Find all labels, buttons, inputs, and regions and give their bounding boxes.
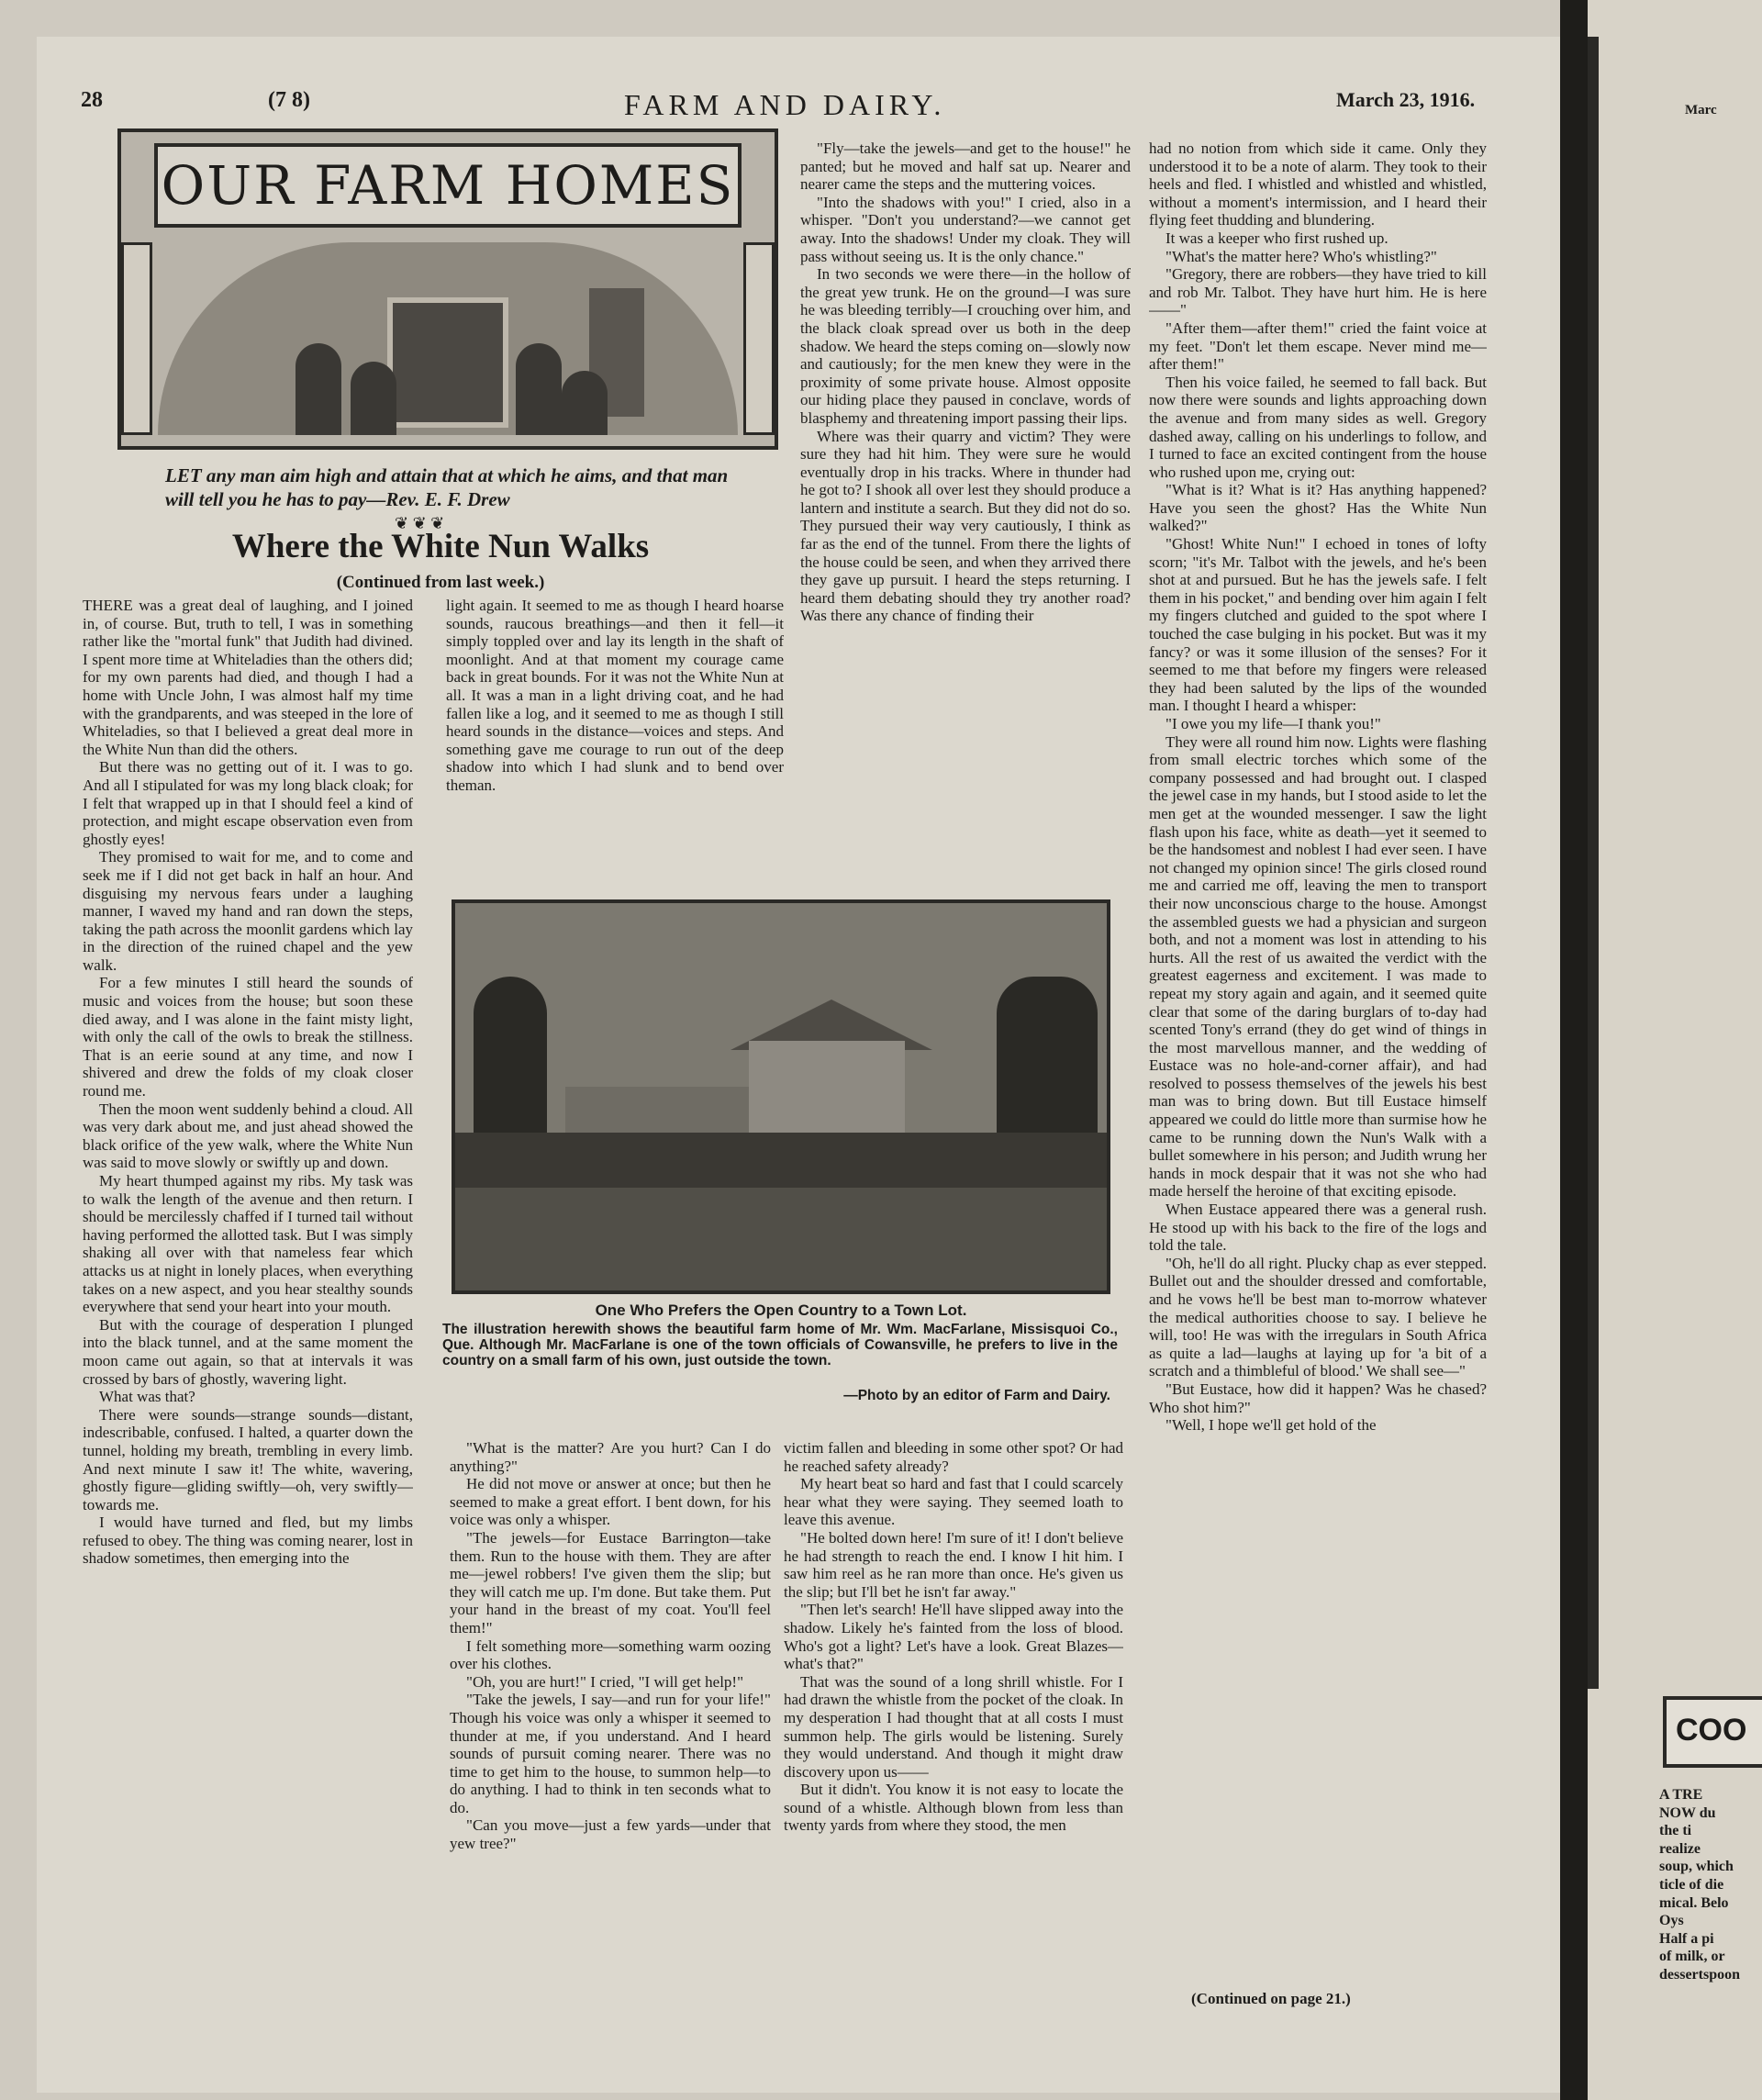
story-column-3 bbox=[800, 140, 1131, 874]
paragraph: "Then let's search! He'll have slipped away into the shadow. Likely he's fainted from the loss of blood. Who's got a light? Let's have a look. Great Blazes—what's that?" bbox=[784, 1601, 1123, 1673]
story-subtitle: (Continued from last week.) bbox=[336, 573, 545, 592]
paragraph: Where was their quarry and victim? They were sure they had hit him. They were sure he would eventually drop in his tracks. Where in thunder had he got to? I shook all over lest they should produce a lantern and institute a search. But they did not do so. They pursued their way very cautiously, I think as far as the end of the tunnel. From there the lights of the house could be seen, and when they arrived there they gave up pursuit. I heard the steps returning. I heard them debating should they try another road? Was there any chance of finding their bbox=[800, 427, 1131, 625]
photo-field bbox=[455, 1188, 1107, 1294]
story-column-5 bbox=[450, 1439, 771, 2008]
binding-gutter bbox=[1560, 0, 1588, 2100]
photo-credit: —Photo by an editor of Farm and Dairy. bbox=[843, 1388, 1110, 1403]
banner-title: OUR FARM HOMES bbox=[161, 154, 735, 217]
adjacent-page-text bbox=[1659, 1786, 1762, 1984]
farm-home-photo bbox=[452, 899, 1110, 1294]
paragraph: In two seconds we were there—in the hollow of the great yew trunk. He on the ground—I was sure he was bleeding terribly—I crouching over him, and the black cloak spread over us both in the deep shadow. We heard the steps coming on—slowly now and cautiously; for the men knew they were in the proximity of some private house. Almost opposite our hiding place they paused in conclave, words of blasphemy and threatening import passing their lips. bbox=[800, 265, 1131, 427]
masthead-title: FARM AND DAIRY. bbox=[624, 88, 946, 121]
issue-date: March 23, 1916. bbox=[1336, 88, 1476, 111]
paragraph: "I owe you my life—I thank you!" bbox=[1165, 715, 1381, 732]
story-title: Where the White Nun Walks bbox=[231, 528, 650, 565]
paragraph: "Fly—take the jewels—and get to the house!" he panted; but he moved and half sat up. Nearer and nearer came the steps and the muttering voices. bbox=[800, 140, 1131, 194]
paragraph: There were sounds—strange sounds—distant, indescribable, confused. I halted, a quarter down the tunnel, holding my breath, trembling in every limb. And next minute I saw it! The white, wavering, ghostly figure—gliding swiftly—oh, very swiftly—towards me. bbox=[83, 1405, 413, 1514]
photo-caption-text: The illustration herewith shows the beautiful farm home of Mr. Wm. MacFarlane, Missisquoi Co., Que. Although Mr. MacFarlane is one of the town officials of Cowansville, he prefers to live in the country on a small farm of his own, just outside the town. bbox=[442, 1322, 1118, 1368]
paragraph: had no notion from which side it came. Only they understood it to be a note of alarm. They took to their heels and fled. I whistled and whistled and whistled, without a moment's intermission, and I heard their flying feet thudding and blundering. bbox=[1149, 140, 1487, 229]
adjacent-line: mical. Belo bbox=[1659, 1894, 1729, 1911]
page-number-alt: (7 8) bbox=[268, 88, 310, 112]
adjacent-line: NOW du bbox=[1659, 1804, 1716, 1821]
adjacent-page-box-text: COO bbox=[1676, 1713, 1747, 1748]
adjacent-line: Oys bbox=[1659, 1913, 1684, 1929]
paragraph: I would have turned and fled, but my limbs refused to obey. The thing was coming nearer, lost in shadow sometimes, then emerging into the bbox=[83, 1514, 413, 1568]
adjacent-page bbox=[1588, 0, 1762, 2100]
paragraph: For a few minutes I still heard the sounds of music and voices from the house; but soon these died away, and I was alone in the faint misty light, with only the call of the owls to break the stillness. That is an eerie sound at any time, and now I shivered and drew the folds of my cloak closer round me. bbox=[83, 974, 413, 1100]
paragraph: "What is it? What is it? Has anything happened? Have you seen the ghost? Has the White Nun walked?" bbox=[1149, 481, 1487, 535]
paragraph: I felt something more—something warm oozing over his clothes. bbox=[450, 1636, 771, 1673]
paragraph: "Oh, he'll do all right. Plucky chap as ever stepped. Bullet out and the shoulder dressed and comfortable, and he vows he'll be best man to-morrow whatever the medical authorities choose to say. I believe he will, too! He was with the irregulars in South Africa as quite a lad—laughs at laying up for 'a bit of a scratch and a thimbleful of blood.' We shall see—" bbox=[1149, 1254, 1487, 1380]
adjacent-line: dessertspoon bbox=[1659, 1966, 1741, 1983]
paragraph: He did not move or answer at once; but then he seemed to make a great effort. I bent down, for his voice was only a whisper. bbox=[450, 1475, 771, 1529]
paragraph: "What's the matter here? Who's whistling?" bbox=[1165, 247, 1437, 265]
paragraph: "Ghost! White Nun!" I echoed in tones of lofty scorn; "it's Mr. Talbot with the jewels, and he's been shot at and pursued. But he has the jewels safe. I felt them in his pocket," and bending over him again I felt my fingers clutched and guided to the spot where I touched the case bulging in his pocket. But was it my fancy? or was it some illusion of the senses? For it seemed to me that before my fingers were released they had been saluted by the lips of the wounded man. I thought I heard a whisper: bbox=[1149, 535, 1487, 715]
epigraph-quote: LET any man aim high and attain that at which he aims, and that man will tell you he has to pay—Rev. E. F. Drew bbox=[165, 464, 729, 510]
paragraph: "Take the jewels, I say—and run for your life!" Though his voice was only a whisper it seemed to thunder at me, if you understand. And I heard sounds of pursuit coming nearer. There was no time to get him to the house, to summon help—to do anything. I had to think in ten seconds what to do. bbox=[450, 1691, 771, 1816]
story-column-6 bbox=[784, 1439, 1123, 2008]
paragraph: My heart thumped against my ribs. My task was to walk the length of the avenue and then return. I should be mercilessly chaffed if I turned tail without having performed the allotted task. But I was simply shaking all over with that nameless fear which attacks us at night in lonely places, when everything takes on a new aspect, and you hear stealthy sounds everywhere that send your heart into your mouth. bbox=[83, 1172, 413, 1316]
paragraph: "He bolted down here! I'm sure of it! I don't believe he had strength to reach the end. I know I hit him. I saw him reel as he ran more than once. He's given us the slip; but I'll bet he isn't far away." bbox=[784, 1528, 1123, 1601]
paragraph: "Can you move—just a few yards—under that yew tree?" bbox=[450, 1816, 771, 1853]
paragraph: victim fallen and bleeding in some other spot? Or had he reached safety already? bbox=[784, 1439, 1123, 1475]
adjacent-line: the ti bbox=[1659, 1823, 1692, 1839]
fireplace-illustration bbox=[387, 297, 508, 428]
story-column-2 bbox=[446, 597, 784, 872]
page-number: 28 bbox=[81, 88, 103, 112]
family-figure bbox=[351, 362, 396, 435]
adjacent-line: Half a pi bbox=[1659, 1930, 1714, 1947]
adjacent-line: realize bbox=[1659, 1840, 1701, 1857]
paragraph: But there was no getting out of it. I was to go. And all I stipulated for was my long black cloak; for I felt that wrapped up in that I should feel a kind of protection, and might escape observation even from ghostly eyes! bbox=[83, 758, 413, 848]
paragraph: That was the sound of a long shrill whistle. For I had drawn the whistle from the pocket of the cloak. In my desperation I had thought that at all costs I must summon help. The girls would be listening. Surely they would understand. And though it might draw discovery upon us—— bbox=[784, 1672, 1123, 1781]
family-figure bbox=[296, 343, 341, 435]
fireside-illustration bbox=[158, 242, 738, 435]
adjacent-line: soup, which bbox=[1659, 1859, 1734, 1875]
paragraph: Then his voice failed, he seemed to fall back. But now there were sounds and lights approaching down the avenue and from many sides as well. Gregory dashed away, calling on his underlings to follow, and I turned to face an excited contingent from the house who rushed upon me, crying out: bbox=[1149, 373, 1487, 481]
banner-pillar-left bbox=[121, 242, 152, 435]
paragraph: What was that? bbox=[99, 1388, 195, 1406]
photo-hedge bbox=[455, 1133, 1107, 1188]
paragraph: "Into the shadows with you!" I cried, also in a whisper. "Don't you understand?—we cannot get away. Into the shadows! Under my cloak. They will pass without seeing us. It is the only chance." bbox=[800, 193, 1131, 265]
adjacent-page-box bbox=[1663, 1696, 1762, 1768]
paragraph: It was a keeper who first rushed up. bbox=[1165, 229, 1388, 247]
adjacent-line: of milk, or bbox=[1659, 1949, 1725, 1965]
paragraph: "Gregory, there are robbers—they have tried to kill and rob Mr. Talbot. They have hurt him. He is here——" bbox=[1149, 265, 1487, 319]
photo-caption-title: One Who Prefers the Open Country to a Town Lot. bbox=[595, 1301, 967, 1319]
paragraph: My heart beat so hard and fast that I could scarcely hear what they were saying. They seemed loath to leave this avenue. bbox=[784, 1475, 1123, 1529]
paragraph: THERE was a great deal of laughing, and I joined in, of course. But, truth to tell, I was in something rather like the "mortal funk" that Judith had divined. I spent more time at Whiteladies than the others did; for my own parents had died, and though I had a home with Uncle John, I was almost half my time with the grandparents, and was steeped in the lore of Whiteladies, so that I believed a great deal more in the White Nun than did the others. bbox=[83, 597, 413, 758]
paragraph: "But Eustace, how did it happen? Was he chased? Who shot him?" bbox=[1149, 1380, 1487, 1416]
paragraph: "Oh, you are hurt!" I cried, "I will get help!" bbox=[466, 1672, 744, 1691]
adjacent-line: ticle of die bbox=[1659, 1876, 1724, 1893]
paragraph: "After them—after them!" cried the faint voice at my feet. "Don't let them escape. Never mind me—after them!" bbox=[1149, 318, 1487, 374]
continued-note: (Continued on page 21.) bbox=[1191, 1990, 1351, 2007]
banner-title-box bbox=[154, 143, 742, 228]
adjacent-page-header: Marc bbox=[1685, 103, 1717, 117]
paragraph: They promised to wait for me, and to come and seek me if I did not get back in half an hour. And disguising my nervous fears under a laughing manner, I waved my hand and ran down the steps, taking the path across the moonlit gardens which lay in the direction of the ruined chapel and the yew walk. bbox=[83, 848, 413, 974]
ornament-divider: ❦ ❦ ❦ bbox=[395, 514, 445, 532]
banner-pillar-right bbox=[743, 242, 775, 435]
paragraph: light again. It seemed to me as though I heard hoarse sounds, raucous breathings—and then it fell—it simply toppled over and lay its length in the shaft of moonlight. And at that moment my courage came back in great bounds. For it was not the White Nun at all. It was a man in a light driving coat, and he had fallen like a log, and it seemed to me as though I still heard sounds in the distance—voices and steps. And something gave me courage to run out of the deep shadow into which I had slunk and to bend over theman. bbox=[446, 597, 784, 794]
paragraph: But with the courage of desperation I plunged into the black tunnel, and at the same moment the moon came out again, so that at intervals it was crossed by bars of ghostly, wavering light. bbox=[83, 1315, 413, 1388]
paragraph: "Well, I hope we'll get hold of the bbox=[1165, 1416, 1377, 1435]
paragraph: They were all round him now. Lights were flashing from small electric torches which some of the company possessed and had brought out. I clasped the jewel case in my hands, but I stood aside to let the men get at the wounded messenger. I saw the light flash upon his face, white as death—yet it seemed to be the handsomest and noblest I had ever seen. I have not changed my opinion since! The girls closed round me and carried me off, leaving the men to transport their now unconscious charge to the house. Amongst the assembled guests we had a physician and surgeon both, and not a moment was lost in attending to his hurts. All the rest of us awaited the verdict with the greatest eagerness and excitement. I was made to repeat my story again and again, and it seemed quite clear that some of the daring burglars of to-day had scented Tony's errand (they do get wind of things in the most marvellous manner, and the wedding of Eustace was no hole-and-corner affair), and had resolved to possess themselves of the jewels his best man was to bring down. But till Eustace himself appeared we could do little more than surmise how he came to be running down the Nun's Walk with a bullet somewhere in his person; and Judith wrung her hands in mock despair that it was not she who had made herself the heroine of that exciting episode. bbox=[1149, 732, 1487, 1201]
story-column-4 bbox=[1149, 140, 1487, 1975]
paragraph: When Eustace appeared there was a general rush. He stood up with his back to the fire of the logs and told the tale. bbox=[1149, 1201, 1487, 1255]
family-figure bbox=[516, 343, 562, 435]
family-figure bbox=[562, 371, 608, 435]
paragraph: "What is the matter? Are you hurt? Can I do anything?" bbox=[450, 1439, 771, 1475]
adjacent-line: A TRE bbox=[1659, 1787, 1703, 1803]
paragraph: But it didn't. You know it is not easy to locate the sound of a whistle. Although blown from less than twenty yards from where they stood, the men bbox=[784, 1781, 1123, 1835]
paragraph: "The jewels—for Eustace Barrington—take them. Run to the house with them. They are after me—jewel robbers! I've given them the slip; but they will catch me up. I'm done. But take them. Put your hand in the breast of my coat. You'll feel them!" bbox=[450, 1528, 771, 1636]
story-column-1 bbox=[83, 597, 413, 2047]
section-banner bbox=[117, 128, 778, 450]
adjacent-page-border bbox=[1588, 37, 1599, 1689]
paragraph: Then the moon went suddenly behind a cloud. All was very dark about me, and just ahead showed the black orifice of the yew walk, where the White Nun was said to move slowly or swiftly up and down. bbox=[83, 1100, 413, 1172]
